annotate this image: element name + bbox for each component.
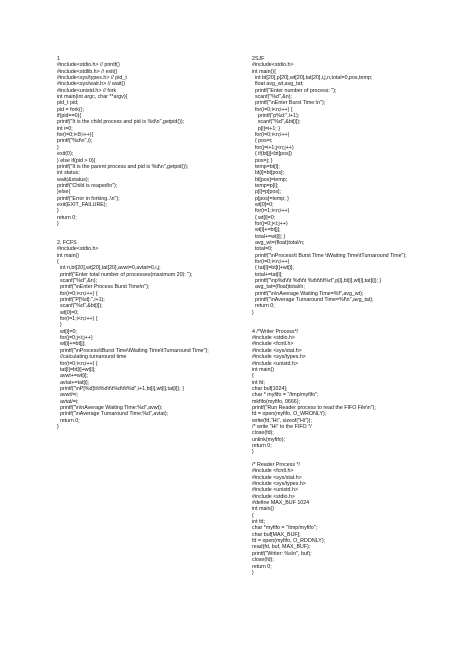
code-line: printf("\nP[%d]\t\t%d\t\t%d\t\t%d",i+1,bt[i],wt[i],tat[i]); } [57, 385, 184, 392]
code-line: printf("p%d:",i+1); [252, 113, 300, 120]
code-line: #include <fcntl.h> [252, 468, 294, 475]
code-line: total+=wt[i]; } [252, 233, 286, 240]
code-line: for(i=0;i<n;i++) { [57, 360, 98, 367]
code-line: printf("It is the child process and pid is %d\n",getpid()); [57, 119, 185, 126]
code-line: return 0; [252, 563, 272, 570]
code-line: printf("\nEnter Process Burst Time\n"); [57, 284, 150, 291]
code-line: float avg_wt,avg_tat; [252, 81, 304, 88]
code-line: for(i=1;i<n;i++) { [57, 316, 98, 323]
code-line: printf("\n\nAverage Waiting Time:%d",avwt); [57, 404, 163, 411]
code-line: } [57, 423, 59, 430]
code-line: temp=bt[i]; [252, 163, 280, 170]
code-line: #include <sys/stat.h> [252, 347, 302, 354]
code-line: avg_wt=(float)total/n; [252, 239, 305, 246]
code-line: write(fd,"Hi", sizeof("Hi")); [252, 417, 312, 424]
code-line: for(j=i+1;j<n;j++) [252, 144, 294, 151]
code-line: total+=tat[i]; [252, 271, 283, 278]
code-line: for(i=0;i<8;i++){ [57, 132, 94, 139]
code-line: pid = fork(); [57, 106, 84, 113]
code-line: { wt[i]=0; [252, 214, 276, 221]
code-line: avtat+=tat[i]; [57, 379, 90, 386]
code-line: printf("%d\n",i); [57, 138, 93, 145]
code-line: #include <sys/types.h> [252, 481, 306, 488]
code-line: } [252, 569, 254, 576]
code-line: #include <unistd.h> [252, 360, 298, 367]
code-line: printf("\nEnter Burst Time:\n"); [252, 100, 326, 107]
code-line: #include<stdio.h> // printf() [57, 62, 120, 69]
code-line: #include <sys/types.h> [252, 354, 306, 361]
code-line: if(pid==0){ [57, 113, 82, 120]
code-line: printf("It is the parent process and pid is %d\n",getpid()); [57, 163, 189, 170]
code-line: #include<stdio.h> [57, 246, 99, 253]
code-line: avwt/=i; [57, 392, 79, 399]
code-line: //calculating turnaround time [57, 354, 127, 361]
code-line: #include <unistd.h> [252, 487, 298, 494]
code-line: scanf("%d",&n); [252, 94, 292, 101]
left-code-column [57, 56, 227, 430]
code-line: int main(int argc, char **argv){ [57, 94, 128, 101]
code-line: total=0; [252, 246, 273, 253]
code-line: wt[i]=0; [57, 328, 77, 335]
code-line: wt[0]=0; [252, 201, 274, 208]
code-line: int main(){ [252, 68, 276, 75]
code-line: int i=0; [57, 125, 73, 132]
code-line: }else{ [57, 189, 71, 196]
code-line: int main() [57, 252, 80, 259]
code-line: char * myfifo = "/tmp/myfifo"; [252, 392, 319, 399]
code-line: } [252, 309, 254, 316]
code-line: return 0; [57, 417, 80, 424]
code-line: avg_tat=(float)total/n; [252, 284, 305, 291]
code-line: printf("\nAverage Turnaround Time=%f\n",avg_tat); [252, 297, 374, 304]
code-line: #include <fcntl.h> [252, 341, 294, 348]
code-line: for(i=0;i<n;i++) { [57, 290, 98, 297]
code-line: 2. FCFS [57, 239, 77, 246]
code-line: { [252, 373, 254, 380]
code-line: fd = open(myfifo, O_RDONLY); [252, 538, 326, 545]
code-line: #include<stdio.h> [252, 62, 294, 69]
code-line: int n,bt[20],wt[20],tat[20],avwt=0,avtat=0,i,j; [57, 265, 161, 272]
code-line: pid_t pid; [57, 100, 79, 107]
code-line: printf("Writer: %s\n", buf); [252, 550, 312, 557]
code-line: read(fd, buf, MAX_BUF); [252, 544, 311, 551]
code-line: char buf[1024]; [252, 385, 288, 392]
code-line: #include<unistd.h> // fork [57, 87, 117, 94]
code-line: for(i=0;i<n;i++) { [252, 106, 293, 113]
code-line: { [57, 259, 59, 265]
code-line: pos=j; } [252, 157, 273, 164]
code-line: #include <stdio.h> [252, 335, 295, 342]
code-line: printf("Enter number of process: "); [252, 87, 337, 94]
code-line: bt[i]=bt[pos]; [252, 170, 284, 177]
code-line: scanf("%d",&n); [57, 278, 97, 285]
code-line: unlink(myfifo); [252, 436, 285, 443]
code-line: wt[0]=0; [57, 309, 79, 316]
code-line: int status; [57, 170, 80, 177]
code-line: } else if(pid > 0){ [57, 157, 96, 164]
code-line: char *myfifo = "/tmp/myfifo"; [252, 525, 318, 532]
code-line: wait(&status); [57, 176, 90, 183]
code-line: #include<sys/wait.h> // wait() [57, 81, 126, 88]
code-line: 4 /*Writer Process*/ [252, 328, 299, 335]
code-line: int main() [252, 506, 275, 513]
code-line: printf("\nProcess\t Burst Time \tWaiting Time\tTurnaround Time"); [252, 252, 407, 259]
code-line: } [57, 220, 59, 227]
code-line: for(i=0;i<n;i++) [252, 259, 290, 265]
code-line: for(i=1;i<n;i++) [252, 208, 290, 215]
code-line: avwt+=wt[i]; [57, 373, 88, 380]
code-line: close(fd); [252, 557, 274, 564]
code-line: } [57, 322, 62, 329]
code-line: mkfifo(myfifo, 0666); [252, 398, 300, 405]
code-line: #include <stdio.h> [252, 493, 295, 500]
code-line: printf("Error in forking..\n"); [57, 195, 120, 202]
code-line: #include<sys/types.h> // pid_t [57, 75, 127, 82]
code-line: printf("P[%d]:",i+1); [57, 297, 105, 304]
code-line: fd = open(myfifo, O_WRONLY); [252, 411, 327, 418]
code-line: #define MAX_BUF 1024 [252, 500, 310, 507]
code-line: scanf("%d",&bt[i]); [57, 303, 103, 310]
code-line: printf("Enter total number of processes(maximum 20): "); [57, 271, 193, 278]
code-line: { tat[i]=bt[i]+wt[i]; [252, 265, 294, 272]
code-line: int fd; [252, 519, 265, 526]
code-line: printf("Run Reader process to read the FIFO File\n"); [252, 404, 376, 411]
code-line: temp=p[i]; [252, 182, 279, 189]
code-line: #include <sys/stat.h> [252, 474, 302, 481]
code-line: return 0; [252, 303, 275, 310]
code-line: for(j=0;j<i;j++) [57, 335, 93, 342]
code-line: /* write "Hi" to the FIFO */ [252, 423, 312, 430]
code-line: printf("\n\nAverage Waiting Time=%f",avg_wt); [252, 290, 364, 297]
code-line: } [57, 208, 59, 215]
code-line: close(fd); [252, 430, 274, 437]
code-line: p[pos]=temp; } [252, 195, 289, 202]
code-line: for(j=0;j<i;j++) [252, 220, 288, 227]
code-line: int fd; [252, 379, 265, 386]
code-line: int bt[20],p[20],wt[20],tat[20],i,j,n,total=0,pos,temp; [252, 75, 373, 82]
code-line: 1 [57, 56, 60, 62]
code-line: tat[i]=bt[i]+wt[i]; [57, 366, 96, 373]
code-line: avtat/=i; [57, 398, 79, 405]
code-line: exit(EXIT_FAILURE); [57, 201, 108, 208]
code-line: #include<stdlib.h> // exit() [57, 68, 118, 75]
code-line: return 0; [57, 214, 77, 221]
code-line: p[i]=i+1; } [252, 125, 280, 132]
code-line: int main() [252, 366, 275, 373]
code-line: exit(0); [57, 151, 74, 158]
code-line: p[i]=p[pos]; [252, 189, 282, 196]
code-line: { if(bt[j]<bt[pos]) [252, 151, 292, 158]
code-line: wt[i]+=bt[j]; [57, 341, 86, 348]
code-line: printf("\np%d\t\t %d\t\t %d\t\t\t%d",p[i],bt[i],wt[i],tat[i]); } [252, 278, 382, 285]
right-code-column [252, 56, 422, 576]
code-line: return 0; [252, 442, 272, 449]
code-line: printf("\nAverage Turnaround Time:%d",avtat); [57, 411, 169, 418]
code-line: printf("\nProcess\tBurst Time\tWaiting Time\tTurnaround Time"); [57, 347, 209, 354]
code-line: printf("Child is reaped\n"); [57, 182, 118, 189]
code-line: { [252, 512, 254, 519]
code-line: /* Reader Process */ [252, 462, 300, 468]
code-line: 2SJF [252, 56, 265, 62]
code-line: scanf("%d",&bt[i]); [252, 119, 301, 126]
code-line: } [57, 144, 59, 151]
code-line: char buf[MAX_BUF]; [252, 531, 301, 538]
code-line: wt[i]+=bt[j]; [252, 227, 281, 234]
code-line: for(i=0;i<n;i++) [252, 132, 290, 139]
code-line: { pos=i; [252, 138, 273, 145]
code-line: bt[pos]=temp; [252, 176, 288, 183]
code-line: } [252, 449, 254, 456]
